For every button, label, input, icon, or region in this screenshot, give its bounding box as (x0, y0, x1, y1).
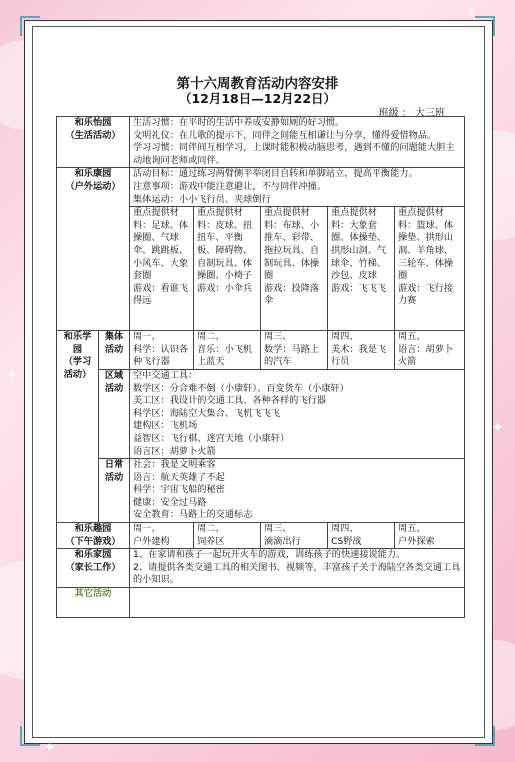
sparkle-icon: ✦ (6, 368, 18, 384)
section-life-label (57, 117, 130, 168)
study-area-label: 区域活动 (99, 369, 130, 458)
text-line: 游戏：飞飞飞 (331, 282, 387, 294)
text-line: 科学：认识各种飞行器 (133, 343, 189, 368)
games-day-4 (328, 523, 395, 549)
text-line: 活动目标：通过练习两臂侧平举闭目自转和单脚站立，提高平衡能力。 (133, 168, 418, 180)
row-outdoor-info (57, 168, 465, 207)
text-line: 和乐康园 (74, 168, 112, 180)
text-line: 科学区：海陆空大集合、飞机飞飞飞 (133, 407, 280, 419)
text-line: 周五、 (398, 523, 426, 535)
text-line: 文明礼仪：在儿歌的提示下，同伴之间能互相谦让与分享，懂得爱惜物品。 (133, 129, 437, 141)
text-line: 重点提供材料：足球、体操圈、气球伞、跳跳板、小风车、大象套圈 (133, 207, 189, 282)
study-group-label: 集体活动 (99, 331, 130, 370)
text-line: 1、在家请和孩子一起玩开火车的游戏，训练孩子的快速接说能力。 (133, 549, 406, 561)
group-day-1 (130, 331, 194, 370)
section-other-label: 其它活动 (57, 588, 130, 618)
page-title: 第十六周教育活动内容安排 (176, 76, 339, 92)
life-content (130, 117, 465, 168)
text-line: 重点提供材料：篮球、体操垫、拱形山洞、羊角球、三轮车、体操圈 (398, 207, 454, 282)
date-range: （12月18日—12月22日） (178, 91, 337, 106)
text-line: 重点提供材料：大象套圈、体操垫、拱形山洞、气球伞、竹梯、沙包、皮球 (331, 207, 387, 282)
text-line: 周一、 (133, 523, 161, 535)
row-study-area (57, 369, 465, 458)
text-line: 注意事项：游戏中能注意避让，不与同伴冲撞。 (133, 180, 326, 192)
group-day-2 (194, 331, 261, 370)
outdoor-day-1 (130, 207, 194, 331)
text-line: 周五、 (398, 331, 426, 343)
text-line: 健康：安全过马路 (133, 496, 207, 508)
outdoor-day-5 (395, 207, 465, 331)
text-line: 和乐学园 (63, 331, 92, 355)
text-line: CS野战 (331, 535, 362, 547)
section-games-label (57, 523, 130, 549)
text-line: 和乐趣园 (74, 523, 112, 535)
text-line: 周三、 (264, 523, 292, 535)
text-line: 建构区：飞机场 (133, 420, 198, 432)
section-study-label (57, 331, 99, 523)
sparkle-icon: ✦ (44, 740, 56, 756)
other-content (130, 588, 465, 618)
group-day-3 (261, 331, 328, 370)
text-line: 美术：我是飞行员 (331, 343, 387, 368)
sparkle-icon: ✦ (492, 420, 504, 436)
outdoor-info (130, 168, 465, 207)
section-family-label (57, 549, 130, 588)
text-line: 游戏：投降落伞 (264, 282, 320, 307)
text-line: 社会：我是文明乘客 (133, 459, 216, 471)
row-games (57, 523, 465, 549)
text-line: 周一、 (133, 331, 161, 343)
text-line: 生活习惯：在平时的生活中养成安静如厕的好习惯。 (133, 117, 345, 128)
text-line: （户外运动） (65, 180, 121, 192)
section-outdoor-label (57, 168, 130, 331)
text-line: （下午游戏） (65, 535, 121, 547)
text-line: 数学区：分合难不倒（小康轩）、百变货车（小康轩） (133, 382, 349, 394)
text-line: 语言：航天英雄了不起 (133, 471, 225, 483)
text-line: 周二、 (197, 331, 225, 343)
row-other (57, 588, 465, 618)
text-line: 语言区：胡萝卜火箭 (133, 445, 216, 457)
text-line: 音乐：小飞机上蓝天 (197, 343, 253, 368)
study-daily-label: 日常活动 (99, 459, 130, 523)
row-life (57, 117, 465, 168)
text-line: （家长工作） (65, 561, 121, 573)
games-day-3 (261, 523, 328, 549)
text-line: 周四、 (331, 331, 359, 343)
text-line: 重点提供材料：布球、小推车、彩带、拖拉玩具、自制玩具、体操圈 (264, 207, 320, 282)
text-line: 重点提供材料：皮球、扭扭车、平衡板、障碍物、自制玩具、体操圈、小椅子 (197, 207, 253, 282)
text-line: 和乐家园 (74, 549, 112, 561)
row-study-group (57, 331, 465, 370)
games-day-1 (130, 523, 194, 549)
text-line: 户外建构 (133, 535, 170, 547)
text-line: （生活活动） (65, 129, 121, 141)
outdoor-day-3 (261, 207, 328, 331)
text-line: 科学：宇宙飞船的秘密 (133, 484, 225, 496)
games-day-5 (395, 523, 465, 549)
text-line: 语言：胡萝卜火箭 (398, 343, 454, 368)
text-line: 和乐怡园 (74, 117, 112, 128)
outdoor-day-4 (328, 207, 395, 331)
group-day-4 (328, 331, 395, 370)
daily-content (130, 459, 465, 523)
text-line: 滴滴出行 (264, 535, 301, 547)
corner-ornament (20, 16, 40, 36)
text-line: 数学：马路上的汽车 (264, 343, 320, 368)
text-line: 2、请提供各类交通工具的相关图书、视频等，丰富孩子关于海陆空各类交通工具的小知识。 (133, 561, 461, 586)
text-line: （学习活动） (63, 356, 92, 380)
group-day-5 (395, 331, 465, 370)
text-line: 空中交通工具： (133, 369, 198, 381)
schedule-table (56, 116, 465, 618)
text-line: 集体运动：小小飞行员、夹球倒行 (133, 193, 271, 205)
outdoor-day-2 (194, 207, 261, 331)
area-content (130, 369, 465, 458)
text-line: 益智区：飞行棋、迷宫天地（小康轩） (133, 432, 290, 444)
text-line: 学习习惯：同伴间互相学习，上课时能积极动脑思考，遇到不懂的问题能大胆主动地询问老师或同伴。 (133, 142, 455, 166)
text-line: 周二、 (197, 523, 225, 535)
sparkle-icon: ✦ (466, 4, 478, 20)
text-line: 户外探索 (398, 535, 435, 547)
text-line: 周三、 (264, 331, 292, 343)
text-line: 游戏：飞行接力赛 (398, 282, 454, 307)
text-line: 饲养区 (197, 535, 225, 547)
corner-ornament (475, 16, 495, 36)
text-line: 游戏：小伞兵 (197, 282, 253, 294)
corner-ornament (20, 726, 40, 746)
text-line: 游戏：看谁飞得远 (133, 282, 189, 307)
games-day-2 (194, 523, 261, 549)
row-family (57, 549, 465, 588)
text-line: 周四、 (331, 523, 359, 535)
text-line: 美工区：我设计的交通工具、各种各样的飞行器 (133, 395, 326, 407)
row-study-daily (57, 459, 465, 523)
corner-ornament (475, 726, 495, 746)
text-line: 安全教育：马路上的交通标志 (133, 509, 253, 521)
family-content (130, 549, 465, 588)
class-label: 班级 ： 大三班 (378, 108, 445, 119)
